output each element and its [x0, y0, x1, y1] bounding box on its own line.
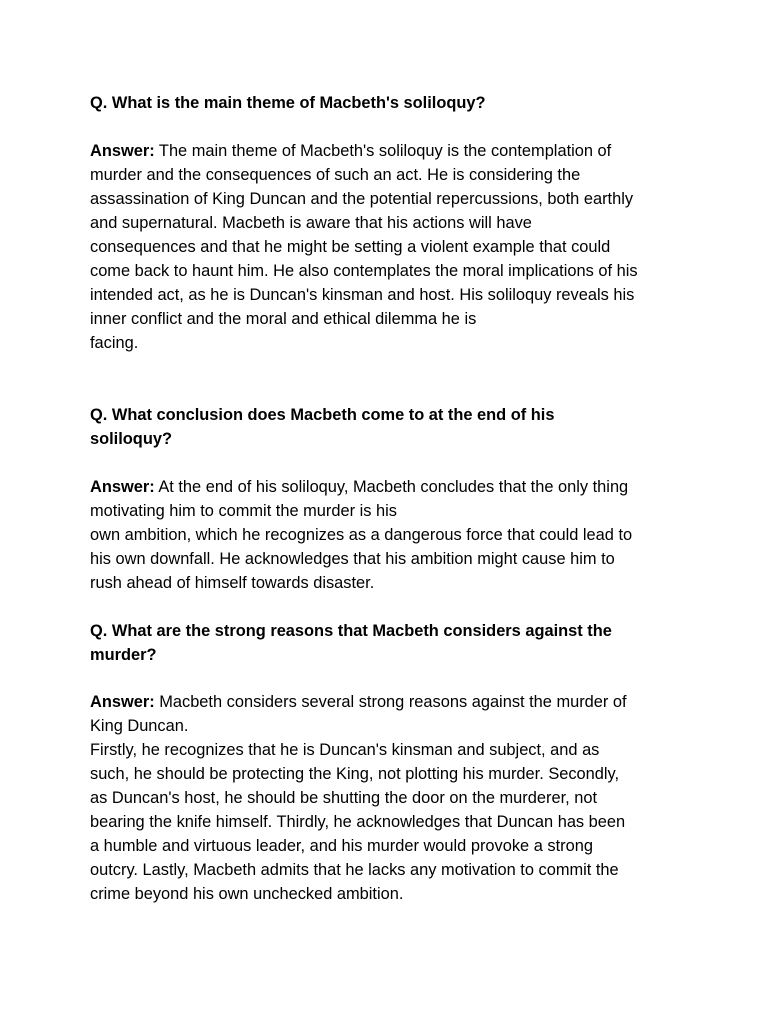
answer-line: own ambition, which he recognizes as a dangerous force that could lead to	[90, 526, 633, 544]
answer-line: and supernatural. Macbeth is aware that his actions will have	[90, 214, 532, 232]
answer-text: The main theme of Macbeth's soliloquy is the contemplation of	[154, 142, 612, 160]
answer-line: Firstly, he recognizes that he is Duncan's kinsman and subject, and as	[90, 741, 600, 759]
answer-line: his own downfall. He acknowledges that his ambition might cause him to	[90, 550, 615, 568]
answer-line: inner conflict and the moral and ethical dilemma he is	[90, 310, 477, 328]
answer-line: assassination of King Duncan and the potential repercussions, both earthly	[90, 190, 634, 208]
answer-line: facing.	[90, 334, 139, 352]
answer-label: Answer:	[90, 142, 155, 160]
answer-line: King Duncan.	[90, 717, 189, 735]
answer-line: murder and the consequences of such an act. He is considering the	[90, 166, 581, 184]
answer-first-line	[90, 475, 690, 499]
answer-line: intended act, as he is Duncan's kinsman and host. His soliloquy reveals his	[90, 286, 635, 304]
answer-text: Macbeth considers several strong reasons against the murder of	[154, 693, 627, 711]
answer-line: consequences and that he might be setting a violent example that could	[90, 238, 611, 256]
answer-line: bearing the knife himself. Thirdly, he acknowledges that Duncan has been	[90, 813, 626, 831]
answer-line: such, he should be protecting the King, not plotting his murder. Secondly,	[90, 765, 620, 783]
answer-text: At the end of his soliloquy, Macbeth concludes that the only thing	[154, 478, 629, 496]
answer-line: as Duncan's host, he should be shutting the door on the murderer, not	[90, 789, 598, 807]
question-line: soliloquy?	[90, 430, 172, 448]
question-line: Q. What is the main theme of Macbeth's soliloquy?	[90, 94, 486, 112]
answer-label: Answer:	[90, 478, 155, 496]
question-line: Q. What conclusion does Macbeth come to at the end of his	[90, 406, 555, 424]
answer-line: motivating him to commit the murder is his	[90, 502, 397, 520]
question-2	[90, 403, 690, 451]
question-1	[90, 91, 690, 115]
answer-1	[90, 139, 690, 355]
question-3	[90, 619, 690, 667]
answer-line: crime beyond his own unchecked ambition.	[90, 885, 404, 903]
answer-first-line	[90, 139, 690, 163]
answer-2	[90, 475, 690, 595]
answer-line: outcry. Lastly, Macbeth admits that he lacks any motivation to commit the	[90, 861, 619, 879]
answer-3	[90, 690, 690, 906]
question-line: Q. What are the strong reasons that Macbeth considers against the	[90, 622, 612, 640]
answer-line: rush ahead of himself towards disaster.	[90, 574, 375, 592]
answer-line: come back to haunt him. He also contemplates the moral implications of his	[90, 262, 638, 280]
answer-label: Answer:	[90, 693, 155, 711]
question-line: murder?	[90, 646, 157, 664]
answer-line: a humble and virtuous leader, and his murder would provoke a strong	[90, 837, 593, 855]
answer-first-line	[90, 690, 690, 714]
